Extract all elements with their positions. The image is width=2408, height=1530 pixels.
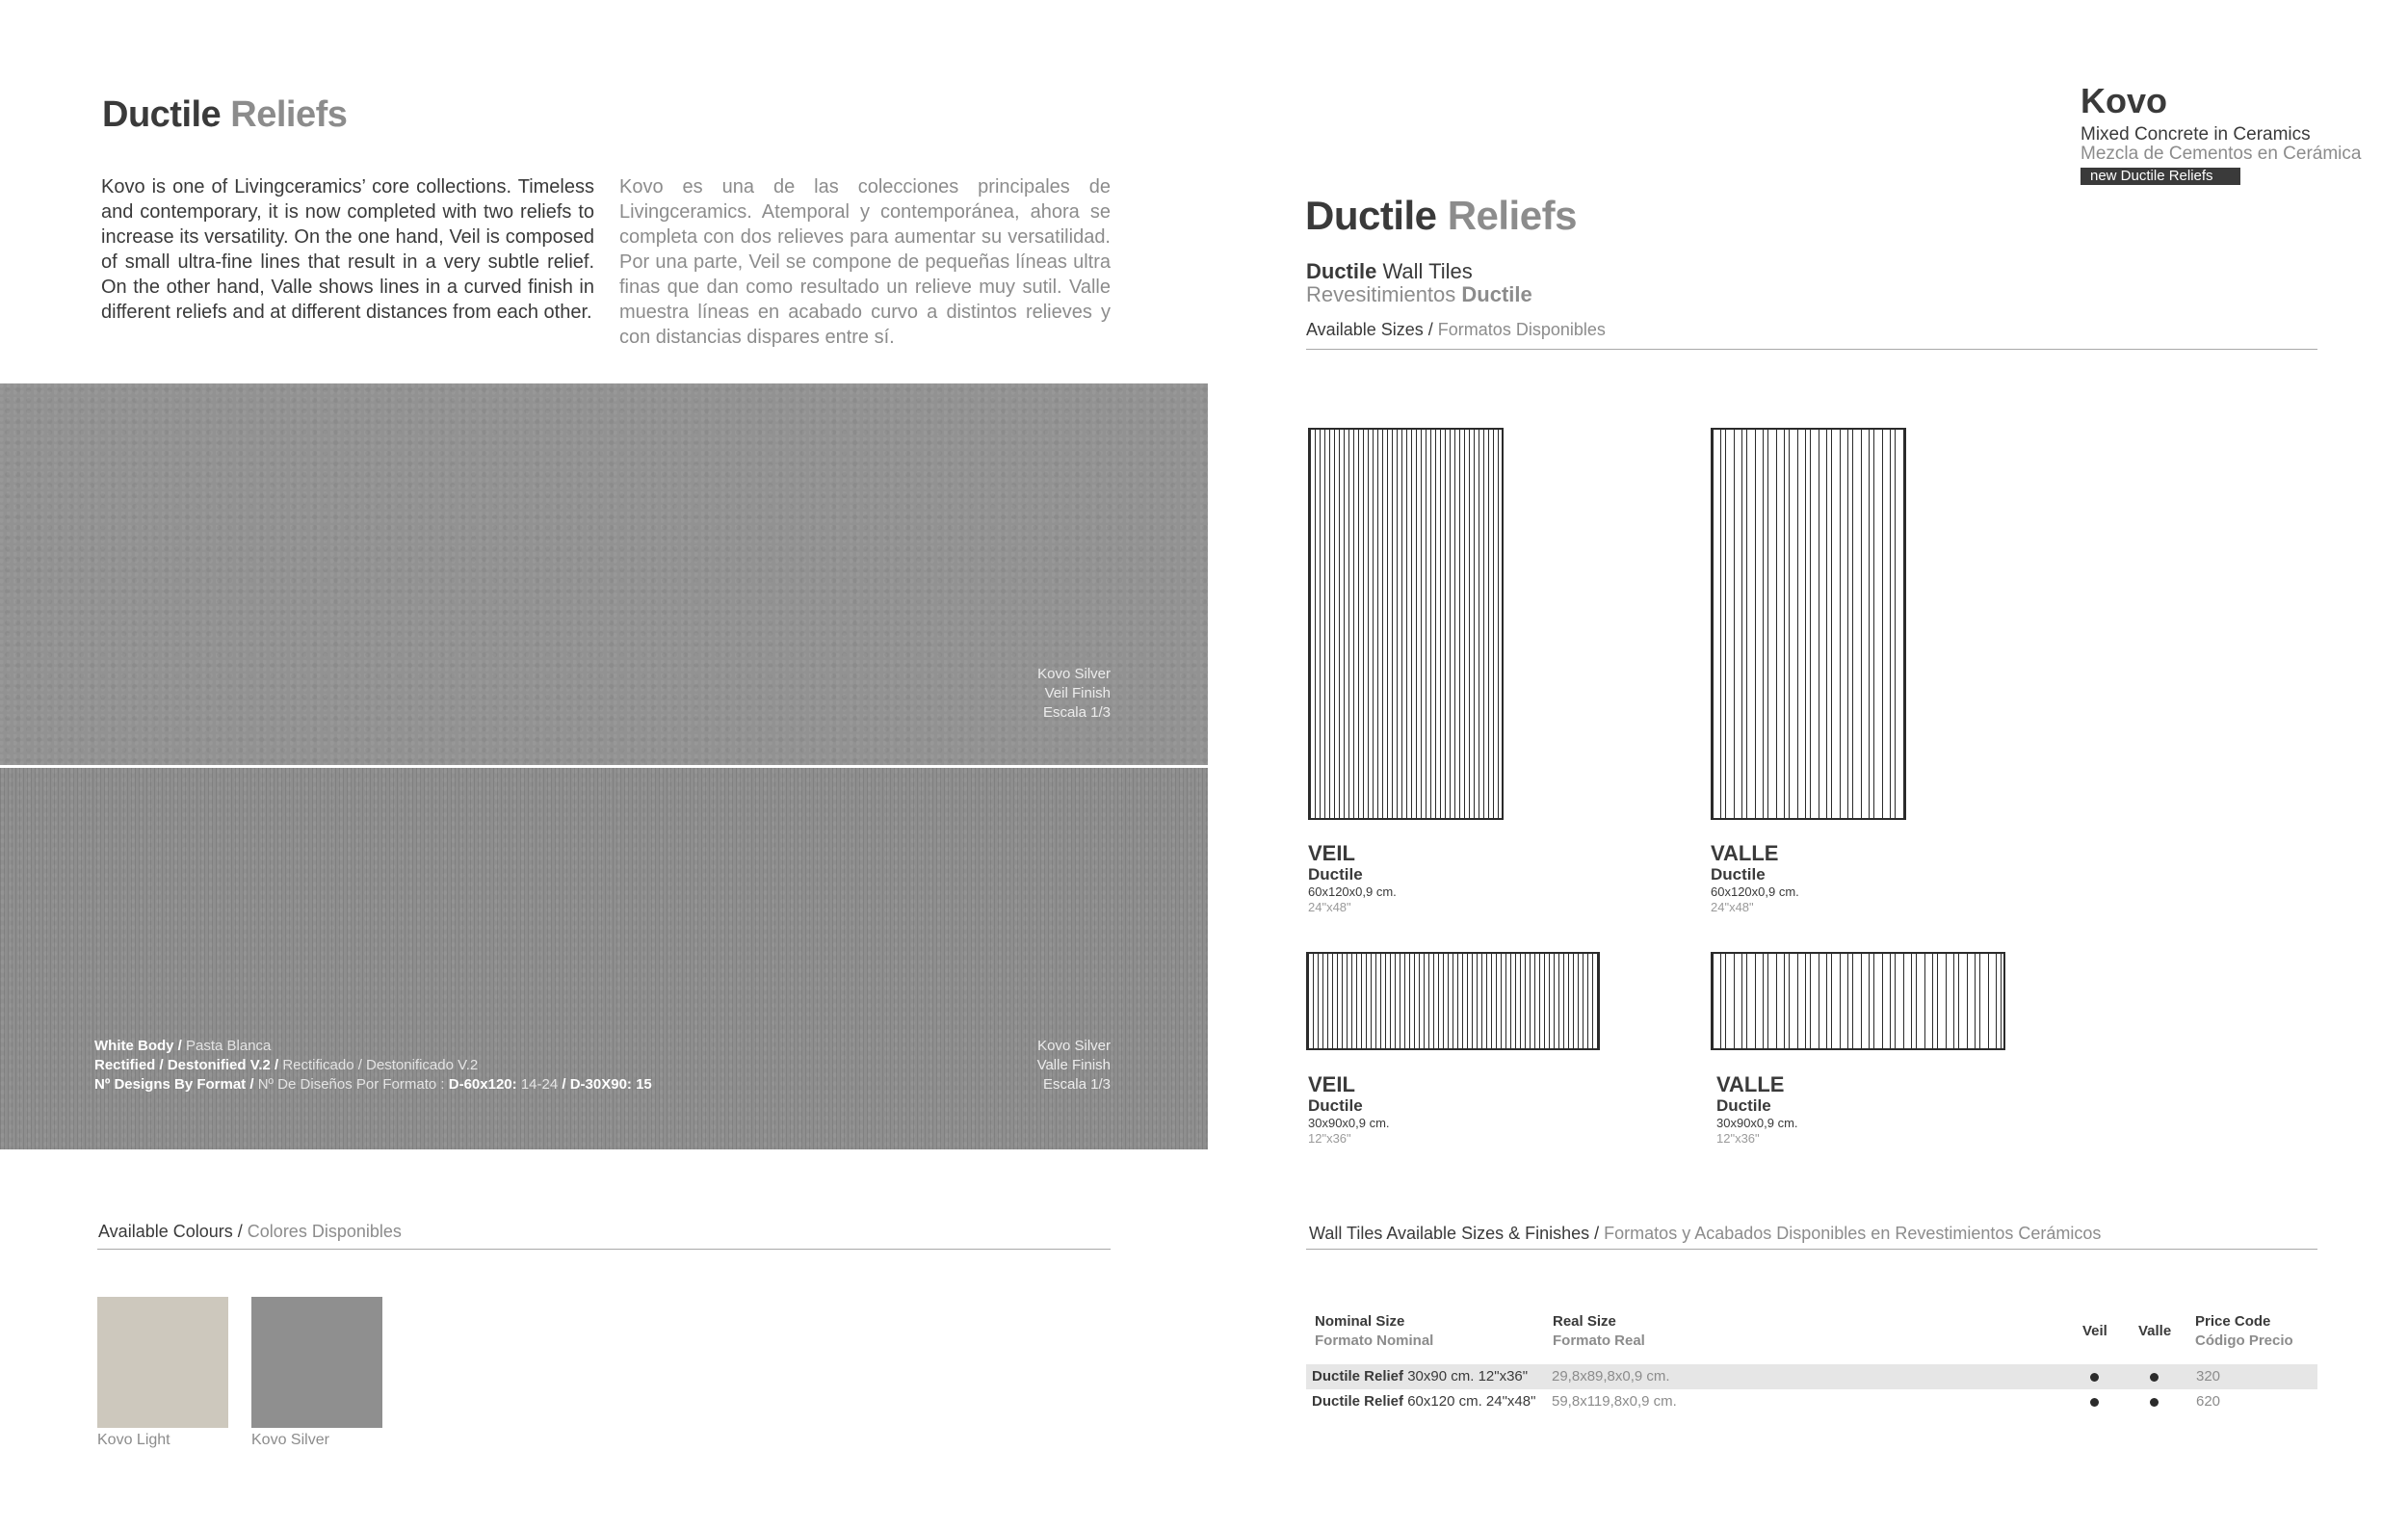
wall-es-a: Revesitimientos [1306, 282, 1456, 306]
wall-en-b: Wall Tiles [1382, 259, 1473, 283]
spec-f2-value: 15 [636, 1076, 652, 1093]
tile-veil-30x90 [1306, 952, 1600, 1050]
finishes-divider [1306, 1249, 2317, 1250]
intro-spanish: Kovo es una de las colecciones principales de Livingceramics. Atemporal y contemporánea, ahora se completa con dos relieves para aumentar su versatilidad. Por una parte, Veil se compone de pequeñas líneas ultra finas que dan como resultado un relieve muy sutil. Valle muestra líneas en acabado curvo a distintos relieves y con distancias dispares entre sí. [619, 176, 1111, 348]
tile-label-veil-60x120 [1308, 842, 1397, 915]
spec-body: White Body / Pasta Blanca [94, 1038, 272, 1054]
swatch-kovo-silver-label: Kovo Silver [251, 1432, 329, 1448]
caption-line: Valle Finish [1036, 1057, 1111, 1073]
sizes-label-en: Available Sizes [1306, 320, 1424, 339]
spec-rect-es: Rectificado / Destonificado V.2 [282, 1057, 479, 1073]
spec-designs: Nº Designs By Format / Nº De Diseños Por Formato : D-60x120: 14-24 / D-30X90: 15 [94, 1076, 652, 1093]
tile-size: 30x90x0,9 cm. [1716, 1116, 1798, 1130]
row-real: 29,8x89,8x0,9 cm. [1552, 1368, 1670, 1385]
title-word-reliefs: Reliefs [230, 94, 348, 135]
row-price: 620 [2196, 1393, 2221, 1410]
th-nominal [1315, 1312, 1433, 1351]
spec-designs-es: Nº De Diseños Por Formato : [257, 1076, 445, 1093]
row-name: Ductile Relief [1312, 1393, 1404, 1410]
tile-name: VALLE [1711, 841, 1779, 865]
th-real [1553, 1312, 1645, 1351]
table-row [1312, 1389, 1535, 1414]
spec-designs-en: Nº Designs By Format [94, 1076, 247, 1093]
tile-size: 60x120x0,9 cm. [1711, 884, 1799, 899]
row-inch: 12"x36" [1478, 1368, 1529, 1385]
colours-divider [97, 1249, 1111, 1250]
sizes-label-es: Formatos Disponibles [1437, 320, 1606, 339]
sizes-divider [1306, 349, 2317, 350]
new-badge: new Ductile Reliefs [2081, 168, 2240, 185]
sizes-label: Available Sizes / Formatos Disponibles [1306, 320, 1606, 339]
tile-type: Ductile [1711, 865, 1766, 884]
th-veil: Veil [2082, 1323, 2107, 1339]
tile-inch: 24"x48" [1711, 900, 1754, 914]
row-real: 59,8x119,8x0,9 cm. [1552, 1393, 1677, 1410]
row-size: 30x90 cm. [1407, 1368, 1475, 1385]
finishes-label-es: Formatos y Acabados Disponibles en Revestimientos Cerámicos [1604, 1224, 2102, 1243]
tile-type: Ductile [1308, 865, 1363, 884]
row-name: Ductile Relief [1312, 1368, 1404, 1385]
tile-inch: 12"x36" [1716, 1131, 1760, 1146]
row-veil-dot [2090, 1373, 2099, 1382]
spec-body-en: White Body [94, 1038, 174, 1054]
tile-label-veil-30x90 [1308, 1073, 1390, 1147]
colours-label-es: Colores Disponibles [247, 1222, 402, 1241]
spec-rect-en: Rectified / Destonified V.2 [94, 1057, 271, 1073]
tile-inch: 24"x48" [1308, 900, 1351, 914]
finishes-label: Wall Tiles Available Sizes & Finishes / Formatos y Acabados Disponibles en Revestimientos Cerámicos [1309, 1224, 2102, 1243]
spec-f1-value: 14-24 [520, 1076, 559, 1093]
caption-line: Kovo Silver [1037, 1038, 1111, 1054]
spec-body-es: Pasta Blanca [186, 1038, 272, 1054]
finishes-label-en: Wall Tiles Available Sizes & Finishes [1309, 1224, 1590, 1243]
row-price: 320 [2196, 1368, 2221, 1385]
intro-english: Kovo is one of Livingceramics’ core collections. Timeless and contemporary, it is now completed with two reliefs to increase its versatility. On the one hand, Veil is composed of small ultra-fine lines that result in a very subtle relief. On the other hand, Valle shows lines in a curved finish in different reliefs and at different distances from each other. [101, 176, 594, 323]
tile-size: 30x90x0,9 cm. [1308, 1116, 1390, 1130]
wall-tiles-heading [1306, 260, 1532, 306]
tile-type: Ductile [1308, 1096, 1363, 1115]
colours-label-en: Available Colours [98, 1222, 233, 1241]
brand-sub-en: Mixed Concrete in Ceramics [2081, 124, 2311, 145]
caption-line: Veil Finish [1044, 685, 1111, 701]
caption-line: Escala 1/3 [1042, 1076, 1111, 1093]
title-word-ductile: Ductile [102, 94, 222, 135]
wall-es-b: Ductile [1461, 282, 1532, 306]
th-valle: Valle [2138, 1323, 2172, 1339]
colours-label: Available Colours / Colores Disponibles [98, 1222, 402, 1241]
th-price-es: Código Precio [2195, 1332, 2293, 1349]
spec-f2-label: D-30X90: [569, 1076, 632, 1093]
tile-valle-60x120 [1711, 428, 1906, 820]
th-nominal-es: Formato Nominal [1315, 1332, 1434, 1349]
spec-block [94, 1037, 826, 1095]
th-real-en: Real Size [1553, 1313, 1616, 1330]
th-nominal-en: Nominal Size [1315, 1313, 1405, 1330]
swatch-kovo-light-label: Kovo Light [97, 1432, 170, 1448]
tile-inch: 12"x36" [1308, 1131, 1351, 1146]
left-page-title [102, 94, 347, 136]
row-inch: 24"x48" [1485, 1393, 1536, 1410]
row-valle-dot [2150, 1373, 2159, 1382]
tile-size: 60x120x0,9 cm. [1308, 884, 1397, 899]
tile-valle-30x90 [1711, 952, 2005, 1050]
th-price [2195, 1312, 2293, 1351]
th-real-es: Formato Real [1553, 1332, 1645, 1349]
table-row [1312, 1364, 1528, 1389]
tile-name: VEIL [1308, 1072, 1355, 1096]
tile-name: VEIL [1308, 841, 1355, 865]
spec-rectified: Rectified / Destonified V.2 / Rectificado / Destonificado V.2 [94, 1057, 479, 1073]
brand-block [2081, 81, 2398, 185]
spec-f1-label: D-60x120: [448, 1076, 517, 1093]
row-veil-dot [2090, 1398, 2099, 1407]
caption-line: Kovo Silver [1037, 666, 1111, 682]
photo-top-caption [963, 665, 1111, 723]
caption-line: Escala 1/3 [1042, 704, 1111, 721]
title-word-reliefs: Reliefs [1447, 193, 1577, 238]
row-valle-dot [2150, 1398, 2159, 1407]
title-word-ductile: Ductile [1305, 193, 1437, 238]
wall-en-a: Ductile [1306, 259, 1377, 283]
swatch-kovo-silver [251, 1297, 382, 1428]
tile-veil-60x120 [1308, 428, 1504, 820]
th-price-en: Price Code [2195, 1313, 2271, 1330]
tile-label-valle-30x90 [1716, 1073, 1798, 1147]
brand-name: Kovo [2081, 81, 2167, 120]
tile-name: VALLE [1716, 1072, 1785, 1096]
swatch-kovo-light [97, 1297, 228, 1428]
right-page-title [1305, 193, 1577, 239]
tile-type: Ductile [1716, 1096, 1771, 1115]
tile-label-valle-60x120 [1711, 842, 1799, 915]
brand-sub-es: Mezcla de Cementos en Cerámica [2081, 144, 2362, 164]
photo-bottom-caption [963, 1037, 1111, 1095]
row-size: 60x120 cm. [1407, 1393, 1482, 1410]
